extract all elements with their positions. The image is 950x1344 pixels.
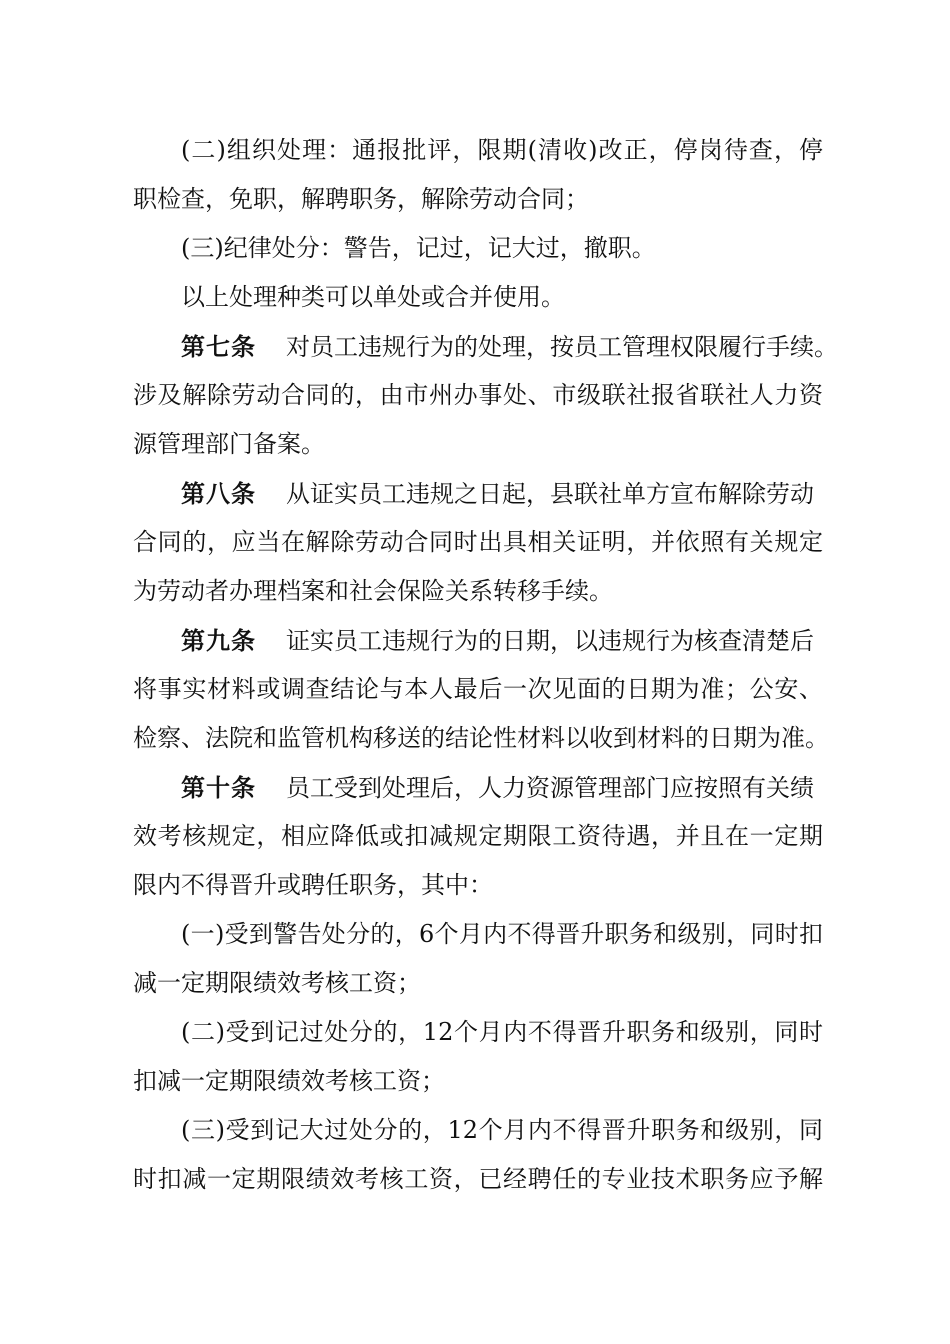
text-line: (一)受到警告处分的，6个月内不得晋升职务和级别，同时扣 [181, 920, 823, 948]
article-text: 对员工违规行为的处理，按员工管理权限履行手续。 [286, 333, 838, 361]
article-first-line [133, 616, 823, 665]
text-line: (三)受到记大过处分的，12个月内不得晋升职务和级别，同 [181, 1116, 823, 1144]
article-text: 员工受到处理后，人力资源管理部门应按照有关绩 [286, 774, 814, 802]
article-heading: 第十条 [181, 773, 256, 802]
article-first-line [133, 469, 823, 518]
text-line: (二)组织处理：通报批评，限期(清收)改正，停岗待查，停 [181, 136, 823, 164]
article-text: 证实员工违规行为的日期，以违规行为核查清楚后 [286, 627, 814, 655]
article-first-line [133, 322, 838, 371]
text-line: 效考核规定，相应降低或扣减规定期限工资待遇，并且在一定期 [133, 822, 823, 850]
article-heading: 第八条 [181, 479, 256, 508]
text-line: 扣减一定期限绩效考核工资； [133, 1067, 445, 1095]
text-line: 减一定期限绩效考核工资； [133, 969, 421, 997]
text-line: 合同的，应当在解除劳动合同时出具相关证明，并依照有关规定 [133, 528, 823, 556]
text-line: 时扣减一定期限绩效考核工资，已经聘任的专业技术职务应予解 [133, 1165, 823, 1193]
article-heading: 第七条 [181, 332, 256, 361]
text-line: 为劳动者办理档案和社会保险关系转移手续。 [133, 577, 613, 605]
text-line: 限内不得晋升或聘任职务，其中： [133, 871, 493, 899]
text-line: 将事实材料或调查结论与本人最后一次见面的日期为准；公安、 [133, 675, 823, 703]
article-heading: 第九条 [181, 626, 256, 655]
text-line: (三)纪律处分：警告，记过，记大过，撤职。 [181, 234, 656, 262]
article-text: 从证实员工违规之日起，县联社单方宣布解除劳动 [286, 480, 814, 508]
text-line: 以上处理种类可以单处或合并使用。 [181, 283, 565, 311]
document-page [133, 126, 838, 1204]
article-first-line [133, 763, 823, 812]
text-line: 涉及解除劳动合同的，由市州办事处、市级联社报省联社人力资 [133, 381, 823, 409]
text-line: (二)受到记过处分的，12个月内不得晋升职务和级别，同时 [181, 1018, 823, 1046]
text-line: 职检查，免职，解聘职务，解除劳动合同； [133, 185, 589, 213]
text-line: 源管理部门备案。 [133, 430, 325, 458]
text-line: 检察、法院和监管机构移送的结论性材料以收到材料的日期为准。 [133, 724, 829, 752]
